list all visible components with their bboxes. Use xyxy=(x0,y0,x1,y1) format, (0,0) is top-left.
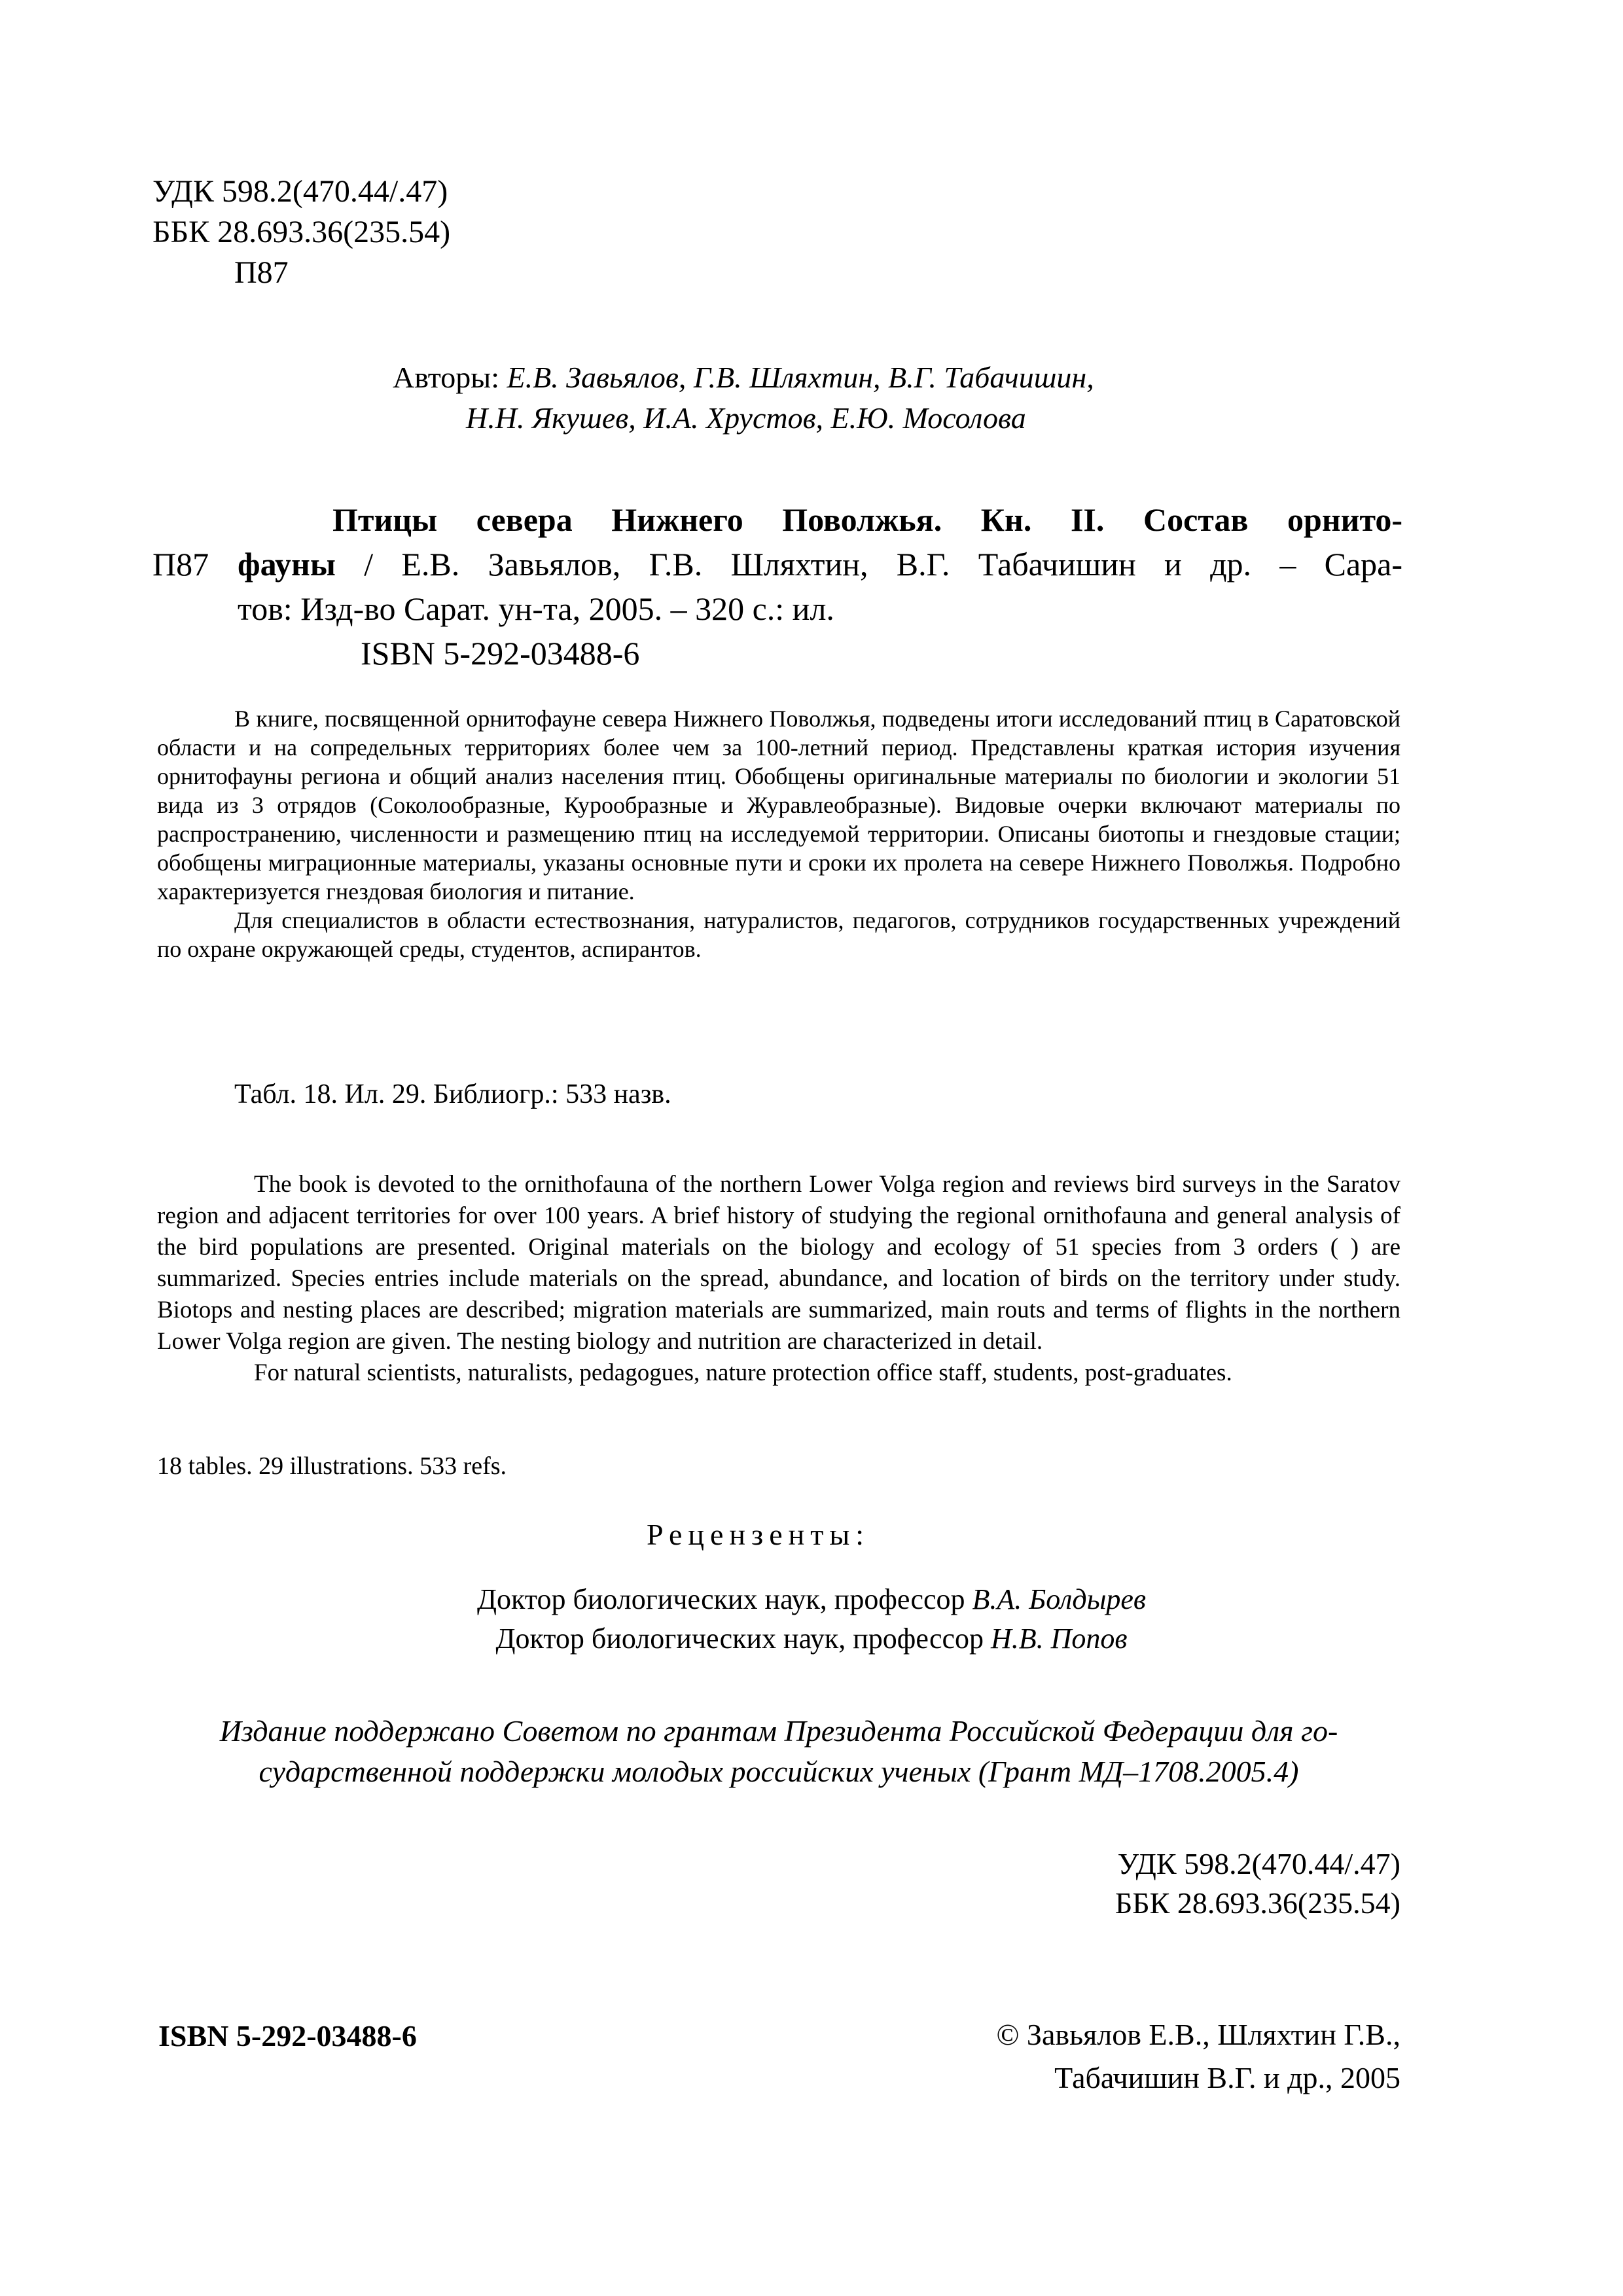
reviewer-2-degree: Доктор биологических наук, профессор xyxy=(495,1623,991,1655)
abstract-ru-audience: Для специалистов в области естествознания, натуралистов, педагогов, сотрудников государственных учреждений по охране окружающей среды, студентов, аспирантов. xyxy=(157,907,1400,962)
udk-header xyxy=(152,171,450,293)
reviewer-2 xyxy=(0,1619,1623,1659)
udk-code: УДК 598.2(470.44/.47) xyxy=(152,174,448,209)
stats-english: 18 tables. 29 illustrations. 533 refs. xyxy=(157,1452,507,1480)
abstract-ru-paragraph: В книге, посвященной орнитофауне севера Нижнего Поволжья, подведены итоги исследований птиц в Саратовской области и на сопредельных территориях более чем за 100-летний период. Представлены краткая история изучения орнитофауны региона и общий анализ населения птиц. Обобщены оригинальные материалы по биологии и экологии 51 вида из 3 отрядов (Соколообразные, Курообразные и Журавлеобразные). Видовые очерки включают материалы по распространению, численности и размещению птиц на исследуемой территории. Описаны биотопы и гнездовые стации; обобщены миграционные материалы, указаны основные пути и сроки их пролета на севере Нижнего Поволжья. Подробно характеризуется гнездовая биология и питание. xyxy=(157,706,1400,905)
author-mark: П87 xyxy=(234,255,289,290)
udk-code-bottom: УДК 598.2(470.44/.47) xyxy=(1117,1847,1400,1880)
record-author-mark: П87 xyxy=(152,546,209,583)
abstract-en-audience: For natural scientists, naturalists, pedagogues, nature protection office staff, students, post-graduates. xyxy=(254,1359,1232,1386)
reviewer-1 xyxy=(0,1580,1623,1619)
bibliographic-record xyxy=(152,497,1402,675)
abstract-en-paragraph: The book is devoted to the ornithofauna of the northern Lower Volga region and reviews bird surveys in the Saratov region and adjacent territories for over 100 years. A brief history of studying the regional ornithofauna and general analysis of the bird populations are presented. Original materials on the biology and ecology of 51 species from 3 orders ( ) are summarized. Species entries include materials on the spread, abundance, and location of birds on the territory under study. Biotops and nesting places are described; migration materials are summarized, main routs and terms of flights in the northern Lower Volga region are given. The nesting biology and nutrition are characterized in detail. xyxy=(157,1171,1400,1355)
isbn: ISBN 5-292-03488-6 xyxy=(158,2019,417,2053)
bbk-code: ББК 28.693.36(235.54) xyxy=(152,215,451,249)
authors-line-2: Н.Н. Якушев, И.А. Хрустов, Е.Ю. Мосолова xyxy=(466,401,1026,435)
grant-note xyxy=(157,1711,1400,1792)
book-title-end: фауны xyxy=(238,546,336,583)
grant-line-2: сударственной поддержки молодых российских ученых (Грант МД–1708.2005.4) xyxy=(259,1755,1299,1788)
abstract-russian xyxy=(157,704,1400,963)
authors-block xyxy=(393,357,1094,439)
stats-russian: Табл. 18. Ил. 29. Библиогр.: 533 назв. xyxy=(234,1079,671,1109)
reviewer-1-degree: Доктор биологических наук, профессор xyxy=(476,1583,972,1615)
authors-label: Авторы: xyxy=(393,361,499,394)
reviewers-heading: Рецензенты: xyxy=(647,1518,870,1551)
copyright xyxy=(851,2013,1400,2100)
copyright-line-1: © Завьялов Е.В., Шляхтин Г.В., xyxy=(996,2018,1400,2051)
book-title-line-1: Птицы севера Нижнего Поволжья. Кн. II. Состав орнито- xyxy=(332,501,1402,538)
udk-footer xyxy=(916,1844,1400,1923)
abstract-english xyxy=(157,1169,1400,1389)
bbk-code-bottom: ББК 28.693.36(235.54) xyxy=(1115,1886,1400,1920)
reviewer-1-name: В.А. Болдырев xyxy=(972,1583,1146,1615)
book-imprint: тов: Изд-во Сарат. ун-та, 2005. – 320 с.: ил. xyxy=(238,590,834,627)
book-responsibility: / Е.В. Завьялов, Г.В. Шляхтин, В.Г. Табачишин и др. – Сара- xyxy=(335,546,1402,583)
reviewer-2-name: Н.В. Попов xyxy=(991,1623,1128,1655)
authors-line-1: Е.В. Завьялов, Г.В. Шляхтин, В.Г. Табачишин, xyxy=(507,361,1094,394)
grant-line-1: Издание поддержано Советом по грантам Президента Российской Федерации для го- xyxy=(219,1714,1338,1748)
copyright-line-2: Табачишин В.Г. и др., 2005 xyxy=(1054,2061,1400,2094)
reviewers-list xyxy=(0,1580,1623,1659)
record-isbn: ISBN 5-292-03488-6 xyxy=(361,635,640,672)
